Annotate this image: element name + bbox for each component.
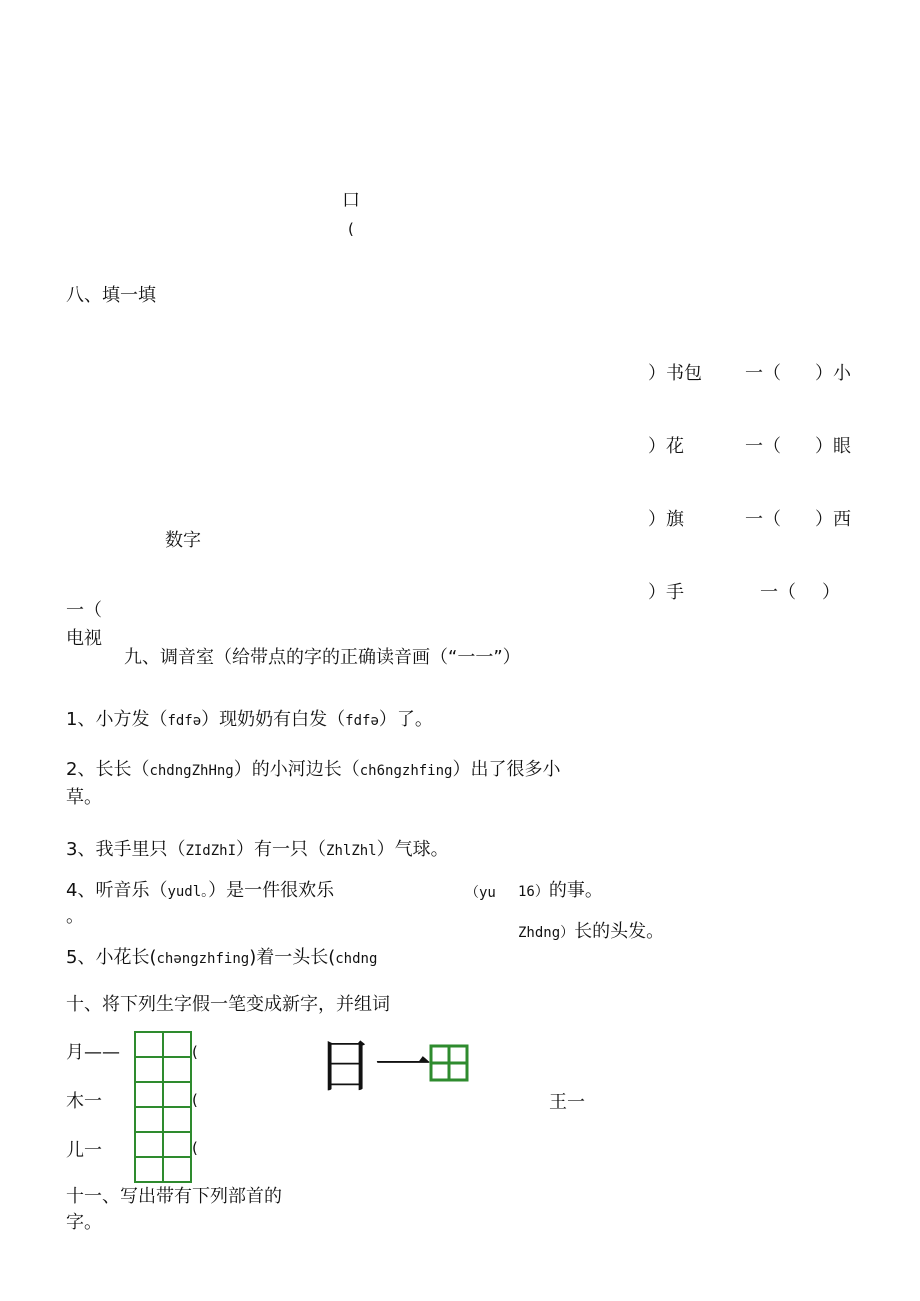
q4-pinyin-3: 16）	[518, 884, 549, 900]
q2-part-c: ）出了很多小	[452, 759, 561, 780]
q2-pinyin-1: chdngZhHng	[149, 763, 234, 779]
open-paren: (	[348, 220, 354, 238]
q5-pinyin-2: chdng	[335, 951, 378, 967]
q3-pinyin-2: ZhlZhl	[326, 843, 377, 859]
paren-1: (	[192, 1043, 198, 1061]
item-wang: 王一	[549, 1092, 585, 1113]
fill-row-2-left: ）花	[648, 436, 684, 457]
fill-row-1-end: ）小	[815, 363, 851, 384]
q4-part-c: 的事。	[548, 880, 603, 901]
q5-part-b: )着一头长(	[249, 947, 336, 968]
fill-row-1-left: ）书包	[648, 363, 702, 384]
fill-row-4-left: ）手	[648, 582, 684, 603]
fill-row-4-end: ）	[822, 582, 840, 603]
q4-part-d: 。	[66, 906, 84, 927]
section-11-title-cont: 字。	[66, 1212, 102, 1233]
q5-pinyin-1: chəngzhfing	[156, 951, 250, 967]
item-mu: 木一	[66, 1091, 102, 1112]
q2-part-a: 2、长长（	[66, 759, 150, 780]
q3-part-a: 3、我手里只（	[66, 839, 186, 860]
item-yue: 月——	[66, 1042, 120, 1063]
fill-row-3-left: ）旗	[648, 509, 684, 530]
q1-part-a: 1、小方发（	[66, 709, 168, 730]
paren-2: (	[192, 1091, 198, 1109]
q4-tail	[518, 880, 603, 903]
q1-part-c: ）了。	[378, 709, 433, 730]
question-4	[66, 880, 334, 903]
section-9-title: 九、调音室（给带点的字的正确读音画（“一一”）	[124, 647, 521, 668]
q3-part-c: ）气球。	[376, 839, 449, 860]
question-2	[66, 759, 560, 782]
writing-grid	[134, 1031, 194, 1183]
question-3	[66, 839, 449, 862]
q5-pinyin-3: Zhdng）	[518, 925, 575, 941]
box-char: 口	[342, 190, 360, 211]
q3-part-b: ）有一只（	[236, 839, 327, 860]
q1-part-b: ）现奶奶有白发（	[201, 709, 346, 730]
fill-row-3-mid: 一（	[745, 509, 781, 530]
question-1	[66, 709, 433, 732]
item-er: 儿一	[66, 1140, 102, 1161]
q4-part-b: ）是一件很欢乐	[208, 880, 335, 901]
fill-row-1-mid: 一（	[745, 363, 781, 384]
q2-part-b: ）的小河边长（	[233, 759, 360, 780]
paren-3: (	[192, 1139, 198, 1157]
fill-row-2-mid: 一（	[745, 436, 781, 457]
q4-pinyin-2: （yu	[465, 885, 496, 901]
q5-tail	[518, 921, 664, 944]
word-dianshi: 电视	[66, 628, 102, 649]
q3-pinyin-1: ZIdZhI	[185, 843, 237, 859]
big-example: 日一	[316, 1032, 433, 1100]
tian-char-graphic	[428, 1042, 470, 1084]
word-shuzi: 数字	[165, 530, 201, 551]
q4-part-a: 4、听音乐（	[66, 880, 168, 901]
q1-pinyin-1: fdfə	[167, 713, 202, 729]
q4-pinyin-1: yudl。	[167, 884, 209, 900]
fill-row-4-mid: 一（	[760, 582, 796, 603]
q5-part-c: 长的头发。	[574, 921, 665, 942]
yi-paren: 一（	[66, 600, 102, 621]
section-8-title: 八、填一填	[66, 285, 156, 306]
q5-part-a: 5、小花长(	[66, 947, 157, 968]
q2-pinyin-2: ch6ngzhfing	[359, 763, 453, 779]
question-5	[66, 947, 377, 970]
section-10-title: 十、将下列生字假一笔变成新字，并组词	[66, 994, 390, 1015]
fill-row-2-end: ）眼	[815, 436, 851, 457]
q2-part-d: 草。	[66, 787, 102, 808]
q1-pinyin-2: fdfə	[345, 713, 379, 729]
section-11-title: 十一、写出带有下列部首的	[66, 1186, 282, 1207]
fill-row-3-end: ）西	[815, 509, 851, 530]
